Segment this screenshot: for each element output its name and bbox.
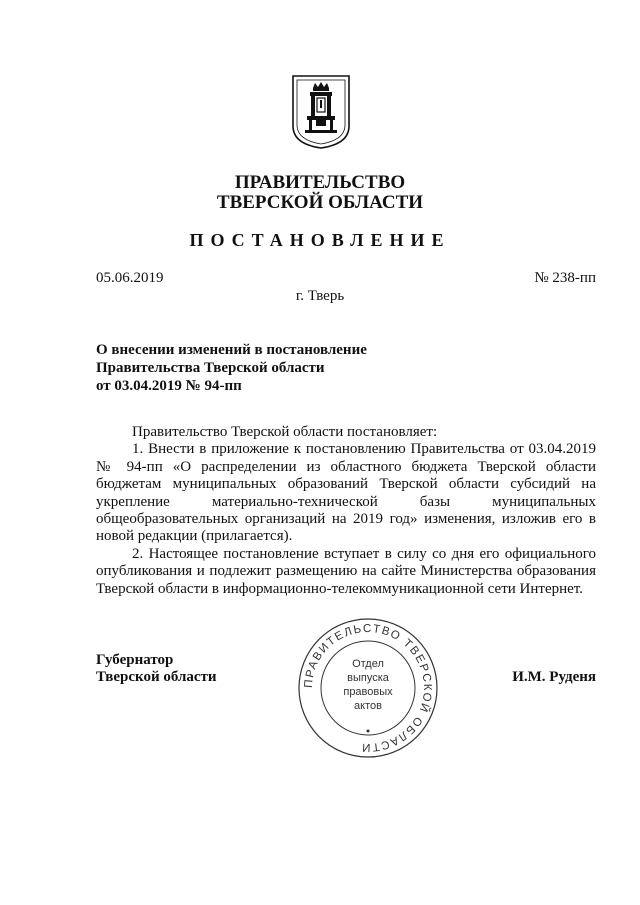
stamp-inner-line2: выпуска bbox=[347, 672, 389, 684]
document-body bbox=[96, 424, 596, 598]
document-city: г. Тверь bbox=[295, 288, 345, 304]
body-item-2: 2. Настоящее постановление вступает в силу со дня его официального опубликования и подлежит размещению на сайте Министерства образования Тверской области в информационно-телекоммуникационной сети Интернет. bbox=[96, 545, 596, 597]
organization-name-line1: ПРАВИТЕЛЬСТВО bbox=[234, 172, 406, 193]
subject-line3: от 03.04.2019 № 94-пп bbox=[96, 378, 242, 394]
stamp-ring-text: ПРАВИТЕЛЬСТВО ТВЕРСКОЙ ОБЛАСТИ bbox=[302, 622, 434, 754]
stamp-inner-line1: Отдел bbox=[352, 658, 384, 670]
subject-line1: О внесении изменений в постановление bbox=[96, 342, 367, 358]
stamp-inner-line3: правовых bbox=[343, 686, 393, 698]
body-item-1: 1. Внести в приложение к постановлению Правительства от 03.04.2019 № 94-пп «О распределении из областного бюджета Тверской области бюджетам муниципальных образований Тверской области субсидий на укрепление материально-технической базы муниципальных общеобразовательных организаций на 2019 год» изменения, изложив его в новой редакции (прилагается). bbox=[96, 441, 596, 545]
coat-of-arms-emblem bbox=[291, 74, 351, 150]
official-stamp bbox=[297, 617, 439, 759]
stamp-inner-line4: актов bbox=[354, 700, 382, 712]
stamp-dot bbox=[367, 730, 370, 733]
document-number: № 238-пп bbox=[534, 270, 596, 286]
organization-name-line2: ТВЕРСКОЙ ОБЛАСТИ bbox=[216, 192, 424, 213]
signatory-position-line2: Тверской области bbox=[96, 669, 217, 685]
signatory-name: И.М. Руденя bbox=[512, 669, 596, 685]
document-date: 05.06.2019 bbox=[96, 270, 164, 286]
subject-line2: Правительства Тверской области bbox=[96, 360, 325, 376]
document-type-heading: ПОСТАНОВЛЕНИЕ bbox=[189, 230, 451, 250]
body-intro: Правительство Тверской области постановляет: bbox=[132, 424, 438, 440]
signatory-position-line1: Губернатор bbox=[96, 652, 174, 668]
